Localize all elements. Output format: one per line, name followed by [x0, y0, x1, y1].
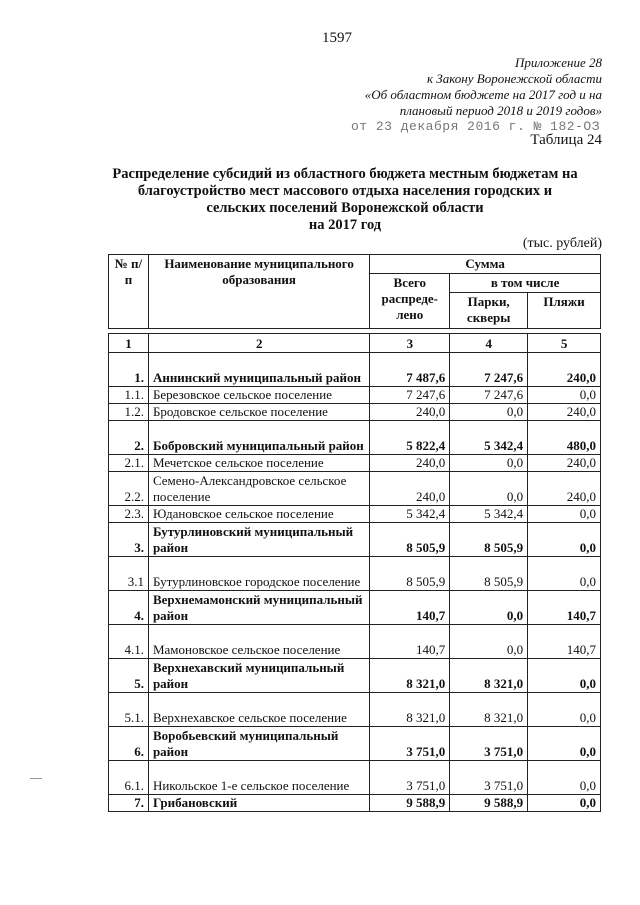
table-row	[109, 659, 601, 693]
column-number-row	[109, 334, 601, 353]
row-beaches: 0,0	[528, 795, 601, 812]
row-parks: 8 321,0	[450, 693, 528, 727]
row-number: 2.	[109, 421, 149, 455]
row-name: Бутурлиновский муниципальный район	[148, 523, 370, 557]
table-header	[108, 254, 601, 329]
row-name: Верхнемамонский муниципальный район	[148, 591, 370, 625]
row-parks: 7 247,6	[450, 353, 528, 387]
header-beaches: Пляжи	[528, 293, 601, 329]
col-number: 1	[109, 334, 149, 353]
row-total: 5 342,4	[370, 506, 450, 523]
row-total: 240,0	[370, 472, 450, 506]
row-parks: 0,0	[450, 625, 528, 659]
table-row	[109, 421, 601, 455]
row-total: 240,0	[370, 455, 450, 472]
row-number: 4.	[109, 591, 149, 625]
table-row	[109, 506, 601, 523]
header-name: Наименование муниципального образования	[148, 255, 369, 329]
title-line: сельских поселений Воронежской области	[206, 200, 484, 216]
row-name: Никольское 1-е сельское поселение	[148, 761, 370, 795]
row-number: 2.1.	[109, 455, 149, 472]
header-parks: Парки, скверы	[450, 293, 528, 329]
title-line: Распределение субсидий из областного бюджета местным бюджетам на	[112, 166, 578, 182]
row-beaches: 0,0	[528, 659, 601, 693]
row-total: 240,0	[370, 404, 450, 421]
table-row	[109, 693, 601, 727]
row-beaches: 140,7	[528, 625, 601, 659]
table-row	[109, 761, 601, 795]
row-parks: 7 247,6	[450, 387, 528, 404]
row-beaches: 240,0	[528, 472, 601, 506]
header-sum: Сумма	[370, 255, 601, 274]
row-number: 1.	[109, 353, 149, 387]
row-name: Юдановское сельское поселение	[148, 506, 370, 523]
row-parks: 8 505,9	[450, 523, 528, 557]
document-title	[95, 166, 595, 234]
row-beaches: 240,0	[528, 404, 601, 421]
date-stamp: от 23 декабря 2016 г. № 182-ОЗ	[350, 119, 600, 134]
row-beaches: 0,0	[528, 557, 601, 591]
col-number: 3	[370, 334, 450, 353]
table-row	[109, 727, 601, 761]
row-name: Березовское сельское поселение	[148, 387, 370, 404]
row-total: 7 487,6	[370, 353, 450, 387]
row-parks: 8 505,9	[450, 557, 528, 591]
row-name: Бутурлиновское городское поселение	[148, 557, 370, 591]
row-beaches: 240,0	[528, 353, 601, 387]
row-parks: 3 751,0	[450, 761, 528, 795]
appendix-line: к Закону Воронежской области	[426, 71, 602, 86]
row-parks: 0,0	[450, 455, 528, 472]
table-row	[109, 625, 601, 659]
table-row	[109, 557, 601, 591]
table-row	[109, 472, 601, 506]
appendix-note	[365, 55, 602, 119]
units-label: (тыс. рублей)	[522, 236, 602, 251]
row-beaches: 0,0	[528, 727, 601, 761]
row-total: 3 751,0	[370, 761, 450, 795]
page-number: 1597	[322, 30, 352, 46]
row-number: 1.1.	[109, 387, 149, 404]
appendix-line: Приложение 28	[514, 55, 602, 70]
title-line: благоустройство мест массового отдыха населения городских и	[137, 183, 553, 199]
row-name: Воробьевский муниципальный район	[148, 727, 370, 761]
row-number: 7.	[109, 795, 149, 812]
row-beaches: 0,0	[528, 761, 601, 795]
title-line: на 2017 год	[308, 217, 382, 233]
row-beaches: 140,7	[528, 591, 601, 625]
row-name: Верхнехавский муниципальный район	[148, 659, 370, 693]
row-total: 9 588,9	[370, 795, 450, 812]
appendix-line: «Об областном бюджете на 2017 год и на	[364, 87, 602, 102]
table-row	[109, 795, 601, 812]
row-total: 8 321,0	[370, 693, 450, 727]
table-row	[109, 387, 601, 404]
row-name: Аннинский муниципальный район	[148, 353, 370, 387]
margin-mark	[30, 778, 42, 779]
row-total: 140,7	[370, 591, 450, 625]
table-row	[109, 455, 601, 472]
row-beaches: 480,0	[528, 421, 601, 455]
row-name: Грибановский	[148, 795, 370, 812]
row-number: 2.2.	[109, 472, 149, 506]
row-total: 5 822,4	[370, 421, 450, 455]
row-parks: 0,0	[450, 472, 528, 506]
row-name: Бобровский муниципальный район	[148, 421, 370, 455]
row-number: 3.1	[109, 557, 149, 591]
row-name: Мамоновское сельское поселение	[148, 625, 370, 659]
table-label: Таблица 24	[530, 132, 602, 148]
row-number: 3.	[109, 523, 149, 557]
row-beaches: 240,0	[528, 455, 601, 472]
row-total: 8 505,9	[370, 523, 450, 557]
row-parks: 5 342,4	[450, 506, 528, 523]
row-name: Верхнехавское сельское поселение	[148, 693, 370, 727]
col-number: 4	[450, 334, 528, 353]
header-including: в том числе	[450, 274, 601, 293]
row-parks: 5 342,4	[450, 421, 528, 455]
row-number: 6.	[109, 727, 149, 761]
row-total: 8 505,9	[370, 557, 450, 591]
row-beaches: 0,0	[528, 506, 601, 523]
data-table	[108, 333, 601, 812]
table-row	[109, 353, 601, 387]
row-parks: 0,0	[450, 591, 528, 625]
row-number: 4.1.	[109, 625, 149, 659]
col-number: 2	[148, 334, 370, 353]
row-number: 5.	[109, 659, 149, 693]
row-number: 1.2.	[109, 404, 149, 421]
row-total: 8 321,0	[370, 659, 450, 693]
header-num: № п/п	[109, 255, 149, 329]
header-total: Всего распреде-лено	[370, 274, 450, 329]
row-parks: 8 321,0	[450, 659, 528, 693]
row-number: 2.3.	[109, 506, 149, 523]
row-name: Мечетское сельское поселение	[148, 455, 370, 472]
row-parks: 3 751,0	[450, 727, 528, 761]
row-beaches: 0,0	[528, 523, 601, 557]
table-row	[109, 404, 601, 421]
row-parks: 0,0	[450, 404, 528, 421]
row-total: 140,7	[370, 625, 450, 659]
row-beaches: 0,0	[528, 387, 601, 404]
row-total: 3 751,0	[370, 727, 450, 761]
table-row	[109, 523, 601, 557]
table-row	[109, 591, 601, 625]
row-number: 5.1.	[109, 693, 149, 727]
col-number: 5	[528, 334, 601, 353]
row-name: Бродовское сельское поселение	[148, 404, 370, 421]
row-number: 6.1.	[109, 761, 149, 795]
row-name: Семено-Александровское сельское поселение	[148, 472, 370, 506]
appendix-line: плановый период 2018 и 2019 годов»	[399, 103, 602, 118]
row-beaches: 0,0	[528, 693, 601, 727]
row-parks: 9 588,9	[450, 795, 528, 812]
row-total: 7 247,6	[370, 387, 450, 404]
